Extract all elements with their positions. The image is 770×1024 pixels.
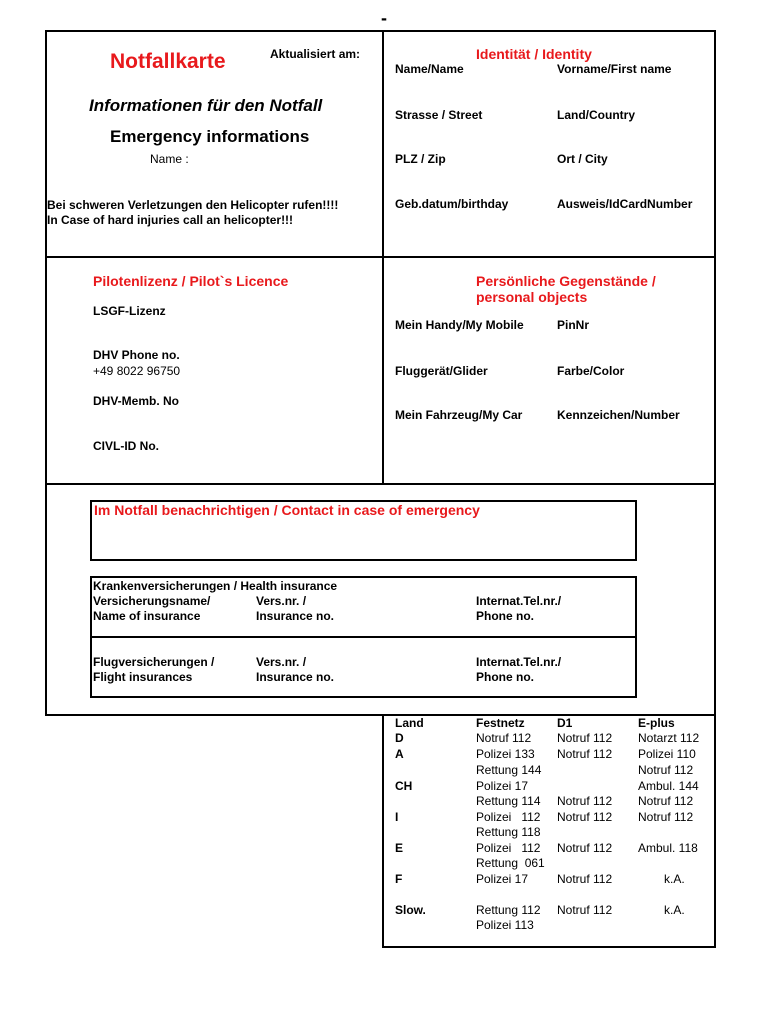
table-cell-d1: Notruf 112: [557, 794, 613, 808]
flight-insurance-nr-line2: Insurance no.: [256, 670, 335, 684]
table-cell-eplus: k.A.: [664, 903, 685, 917]
table-cell-eplus: Polizei 110: [638, 747, 696, 761]
contact-title: Im Notfall benachrichtigen / Contact in case of emergency: [94, 502, 480, 518]
table-header-eplus: E-plus: [638, 716, 675, 730]
flight-insurance-name-line2: Flight insurances: [93, 670, 193, 684]
frame-left: [45, 30, 47, 715]
table-cell-festnetz: Polizei 112: [476, 841, 541, 855]
personal-title-line1: Persönliche Gegenstände /: [476, 273, 656, 289]
personal-mobile: Mein Handy/My Mobile: [395, 318, 524, 332]
table-cell-d1: Notruf 112: [557, 903, 613, 917]
table-cell-eplus: Notruf 112: [638, 763, 694, 777]
frame-bottom: [382, 946, 716, 948]
emergency-contact-box: [90, 500, 637, 561]
personal-car: Mein Fahrzeug/My Car: [395, 408, 523, 422]
frame-right: [714, 30, 716, 948]
identity-zip: PLZ / Zip: [395, 152, 446, 166]
licence-civl: CIVL-ID No.: [93, 439, 159, 453]
identity-street: Strasse / Street: [395, 108, 483, 122]
table-cell-d1: Notruf 112: [557, 872, 613, 886]
updated-label: Aktualisiert am:: [270, 47, 361, 61]
table-cell-festnetz: Notruf 112: [476, 731, 532, 745]
name-label: Name :: [150, 152, 189, 166]
table-cell-eplus: Ambul. 144: [638, 779, 699, 793]
licence-title: Pilotenlizenz / Pilot`s Licence: [93, 273, 289, 289]
table-cell-festnetz: Rettung 144: [476, 763, 542, 777]
table-cell-eplus: Notruf 112: [638, 794, 694, 808]
table-header-d1: D1: [557, 716, 573, 730]
personal-color: Farbe/Color: [557, 364, 625, 378]
health-insurance-name-line1: Versicherungsname/: [93, 594, 211, 608]
identity-city: Ort / City: [557, 152, 608, 166]
insurance-box: [90, 576, 637, 698]
table-cell-eplus: k.A.: [664, 872, 685, 886]
warning-de: Bei schweren Verletzungen den Helicopter rufen!!!!: [47, 198, 339, 212]
frame-top: [45, 30, 716, 32]
table-row-land: Slow.: [395, 903, 426, 917]
table-cell-d1: Notruf 112: [557, 841, 613, 855]
row-divider-2: [45, 483, 716, 485]
warning-en: In Case of hard injuries call an helicopter!!!: [47, 213, 294, 227]
table-cell-festnetz: Polizei 17: [476, 779, 529, 793]
subtitle-de: Informationen für den Notfall: [89, 96, 323, 115]
health-insurance-tel-line2: Phone no.: [476, 609, 534, 623]
table-cell-eplus: Notruf 112: [638, 810, 694, 824]
health-insurance-nr-line1: Vers.nr. /: [256, 594, 307, 608]
row-divider-3: [45, 714, 716, 716]
table-row-land: A: [395, 747, 404, 761]
table-cell-festnetz: Rettung 112: [476, 903, 541, 917]
flight-insurance-tel-line2: Phone no.: [476, 670, 534, 684]
table-cell-d1: Notruf 112: [557, 747, 613, 761]
table-row-land: E: [395, 841, 404, 855]
table-cell-festnetz: Polizei 112: [476, 810, 541, 824]
personal-title-line2: personal objects: [476, 289, 588, 305]
table-cell-d1: Notruf 112: [557, 810, 613, 824]
personal-pin: PinNr: [557, 318, 590, 332]
table-cell-d1: Notruf 112: [557, 731, 613, 745]
table-row-land: D: [395, 731, 404, 745]
licence-dhv-member: DHV-Memb. No: [93, 394, 180, 408]
table-row-land: F: [395, 872, 403, 886]
table-cell-eplus: Notarzt 112: [638, 731, 700, 745]
identity-first-name: Vorname/First name: [557, 62, 672, 76]
table-cell-festnetz: Polizei 17: [476, 872, 529, 886]
licence-dhv-phone: +49 8022 96750: [93, 364, 181, 378]
health-insurance-title: Krankenversicherungen / Health insurance: [93, 579, 338, 593]
card-title: Notfallkarte: [110, 50, 226, 73]
table-cell-eplus: Ambul. 118: [638, 841, 698, 855]
identity-id-card: Ausweis/IdCardNumber: [557, 197, 693, 211]
table-header-land: Land: [395, 716, 424, 730]
identity-name: Name/Name: [395, 62, 464, 76]
identity-birthday: Geb.datum/birthday: [395, 197, 509, 211]
table-cell-festnetz: Polizei 113: [476, 918, 534, 932]
health-insurance-tel-line1: Internat.Tel.nr./: [476, 594, 562, 608]
table-row-land: I: [395, 810, 399, 824]
table-header-festnetz: Festnetz: [476, 716, 525, 730]
identity-country: Land/Country: [557, 108, 635, 122]
table-cell-festnetz: Rettung 061: [476, 856, 545, 870]
table-cell-festnetz: Polizei 133: [476, 747, 535, 761]
licence-dhv-phone-label: DHV Phone no.: [93, 348, 180, 362]
table-row-land: CH: [395, 779, 413, 793]
personal-glider: Fluggerät/Glider: [395, 364, 488, 378]
licence-lsgf: LSGF-Lizenz: [93, 304, 166, 318]
table-cell-festnetz: Rettung 114: [476, 794, 541, 808]
row-divider-1: [45, 256, 716, 258]
personal-number: Kennzeichen/Number: [557, 408, 680, 422]
health-insurance-nr-line2: Insurance no.: [256, 609, 335, 623]
subtitle-en: Emergency informations: [110, 127, 310, 146]
table-cell-festnetz: Rettung 118: [476, 825, 541, 839]
flight-insurance-tel-line1: Internat.Tel.nr./: [476, 655, 562, 669]
health-insurance-name-line2: Name of insurance: [93, 609, 201, 623]
insurance-divider: [92, 636, 635, 638]
identity-title: Identität / Identity: [476, 46, 592, 62]
table-left-border: [382, 714, 384, 948]
top-dash: -: [381, 8, 387, 28]
flight-insurance-nr-line1: Vers.nr. /: [256, 655, 307, 669]
flight-insurance-name-line1: Flugversicherungen /: [93, 655, 215, 669]
